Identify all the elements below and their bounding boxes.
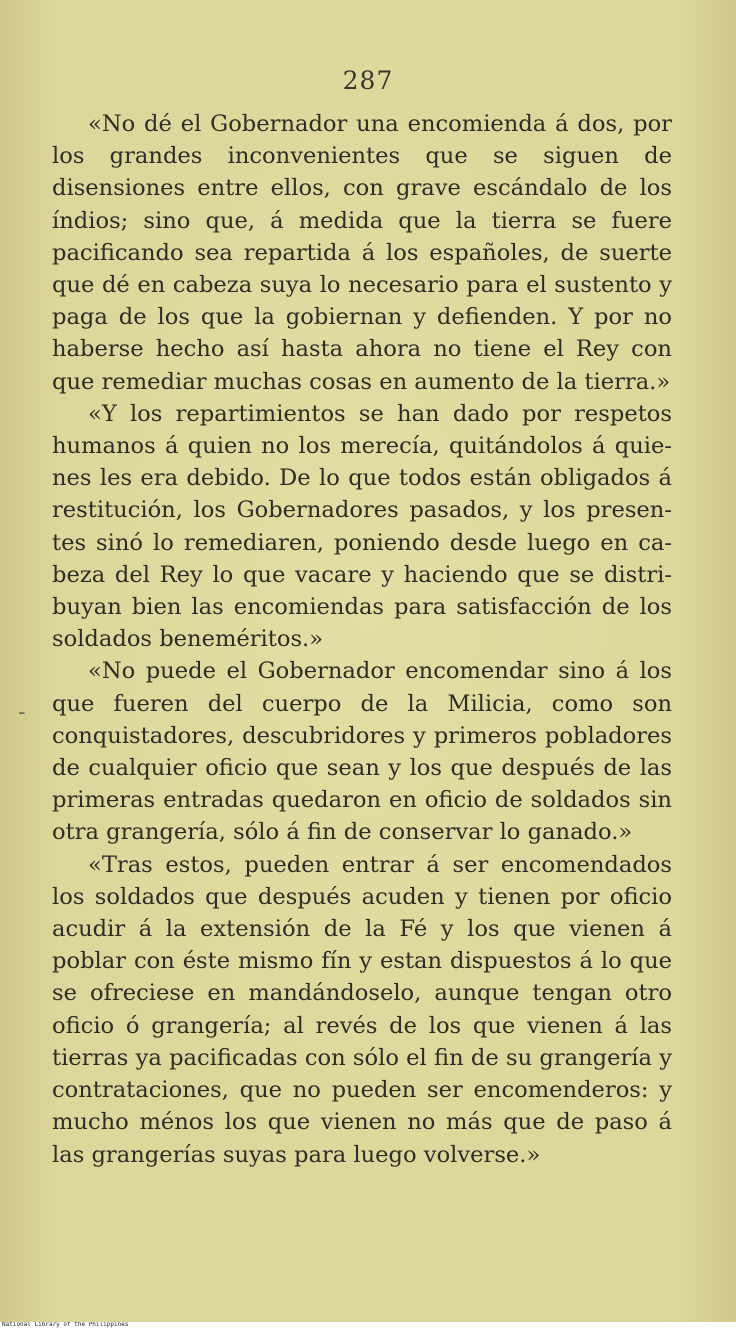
- paragraph-3: «No puede el Gobernador encomendar sino á los que fueren del cuerpo de la Milicia, como son conquistadores, descubridores y primeros pobladores de cualquier oficio que sean y los que después de las primeras entradas quedaron en oficio de soldados sin otra grangería, sólo á fin de conservar lo ganado.»: [52, 658, 672, 846]
- page-body: [52, 108, 672, 1171]
- paragraph-1: «No dé el Gobernador una encomienda á dos, por los grandes inconvenientes que se siguen de disensiones entre ellos, con grave escándalo de los índios; sino que, á medida que la tierra se fuere pacificando sea repartida á los españoles, de suerte que dé en cabeza suya lo necesario para el sustento y paga de los que la gobiernan y defienden. Y por no haberse hecho así hasta ahora no tiene el Rey con que remediar muchas cosas en aumento de la tierra.»: [52, 111, 672, 395]
- paragraph-4: «Tras estos, pueden entrar á ser encomendados los soldados que después acuden y tienen por oficio acudir á la extensión de la Fé y los que vienen á poblar con éste mismo fín y estan dispuestos á lo que se ofreciese en mandándoselo, aunque tengan otro oficio ó grangería; al revés de los que vienen á las tierras ya pacificadas con sólo el fin de su grangería y contrataciones, que no pueden ser encomenderos: y mucho ménos los que vienen no más que de paso á las grangerías suyas para luego volverse.»: [52, 851, 672, 1168]
- page-number: 287: [342, 66, 394, 95]
- paragraph-2: «Y los repartimientos se han dado por respetos humanos á quien no los merecía, quitándolos á quienes les era debido. De lo que todos están obligados á restitución, los Gobernadores pasados, y los presentes sinó lo remediaren, poniendo desde luego en cabeza del Rey lo que vacare y haciendo que se distribuyan bien las encomiendas para satisfacción de los soldados beneméritos.»: [52, 400, 672, 653]
- library-credit: National Library of the Philippines: [0, 1322, 736, 1328]
- margin-mark: -: [18, 700, 26, 725]
